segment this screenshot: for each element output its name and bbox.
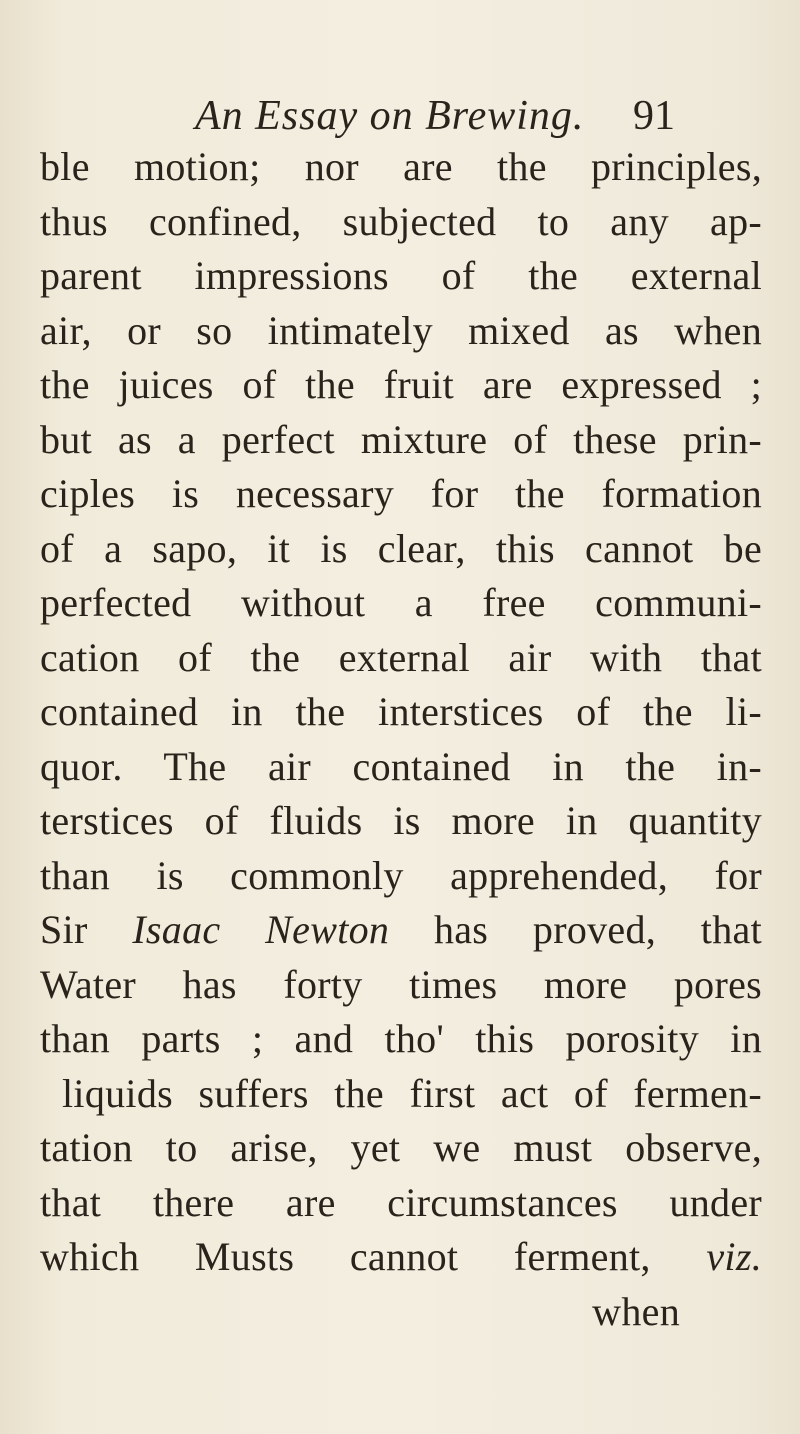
catchword: when: [592, 1288, 680, 1334]
text-fragment: has proved, that: [389, 907, 762, 952]
page-number: 91: [633, 93, 675, 139]
text-line: ble motion; nor are the principles,: [40, 144, 762, 189]
text-line: but as a perfect mixture of these prin-: [40, 416, 762, 462]
text-line: contained in the interstices of the li-: [40, 689, 762, 734]
text-line: than is commonly apprehended, for: [40, 852, 762, 898]
text-line-newton: [40, 903, 762, 958]
text-line: air, or so intimately mixed as when: [40, 307, 762, 353]
text-fragment: which Musts cannot ferment,: [40, 1234, 707, 1279]
text-line: that there are circumstances under: [40, 1179, 762, 1225]
body-text: [40, 140, 762, 1339]
text-line: cation of the external air with that: [40, 634, 762, 680]
text-line: parent impressions of the external: [40, 253, 762, 298]
text-line: quor. The air contained in the in-: [40, 743, 762, 789]
text-line: Water has forty times more pores: [40, 961, 762, 1007]
text-line: tation to arise, yet we must observe,: [40, 1125, 762, 1170]
text-line-viz: [40, 1230, 762, 1285]
text-fragment: Sir: [40, 907, 133, 952]
running-title: An Essay on Brewing.: [195, 93, 585, 139]
italic-abbreviation: viz.: [706, 1234, 762, 1279]
text-line: terstices of fluids is more in quantity: [40, 798, 762, 843]
text-line: than parts ; and tho' this porosity in: [40, 1016, 762, 1061]
text-line: thus confined, subjected to any ap-: [40, 198, 762, 244]
text-line: ciples is necessary for the formation: [40, 471, 762, 516]
text-line: liquids suffers the first act of fermen-: [62, 1070, 762, 1116]
italic-name: Isaac Newton: [132, 907, 390, 952]
text-line: of a sapo, it is clear, this cannot be: [40, 525, 762, 571]
page-header: [195, 92, 675, 142]
text-line: perfected without a free communi-: [40, 580, 762, 625]
text-line: the juices of the fruit are expressed ;: [40, 362, 762, 407]
